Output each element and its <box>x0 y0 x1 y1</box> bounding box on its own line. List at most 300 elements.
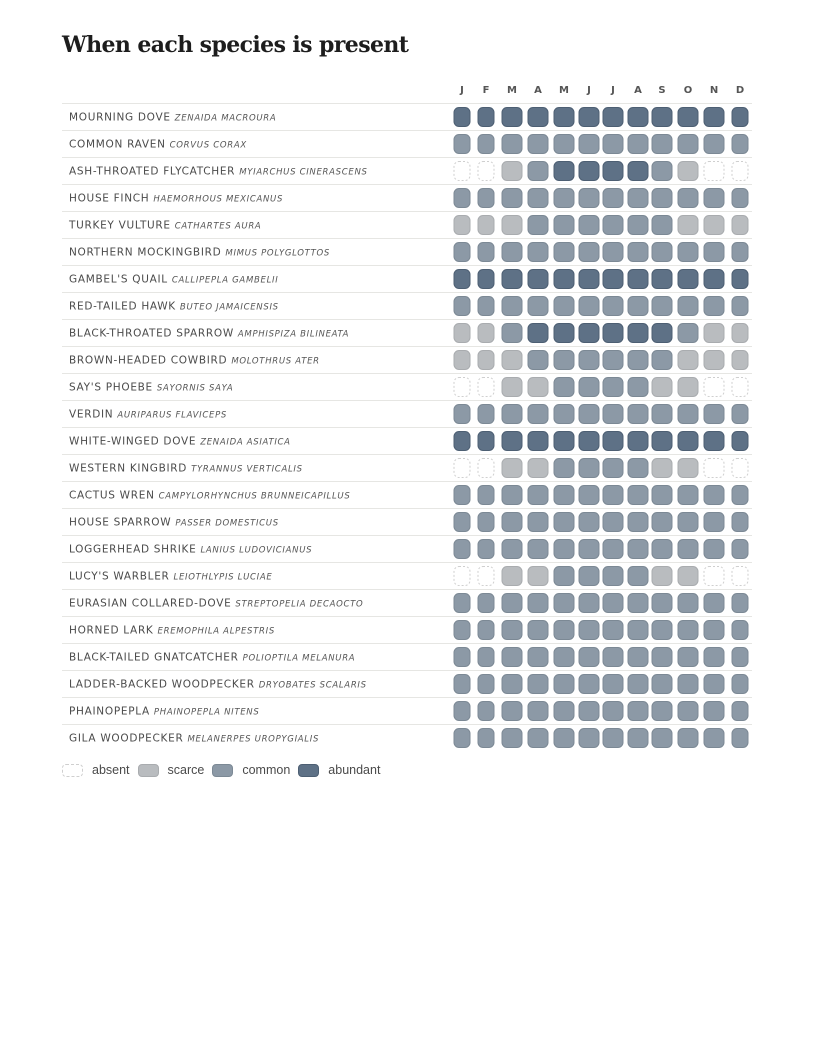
species-scientific-name: BUTEO JAMAICENSIS <box>179 302 279 313</box>
presence-cell-abundant <box>579 270 599 289</box>
presence-cell-abundant <box>603 270 623 289</box>
presence-cell-absent <box>704 459 724 478</box>
presence-cell-common <box>603 243 623 262</box>
presence-cell-common <box>579 675 599 694</box>
presence-cell-common <box>579 729 599 748</box>
presence-cell-common <box>528 297 548 316</box>
presence-cell-common <box>732 243 748 262</box>
presence-cell-common <box>454 702 470 721</box>
species-label <box>68 220 261 232</box>
presence-cell-common <box>603 405 623 424</box>
presence-cell-scarce <box>704 216 724 235</box>
presence-cell-scarce <box>652 378 672 397</box>
presence-cell-common <box>704 135 724 154</box>
presence-cell-common <box>603 729 623 748</box>
species-common-name: LADDER-BACKED WOODPECKER <box>69 678 255 691</box>
presence-cell-common <box>678 189 698 208</box>
presence-cell-abundant <box>704 432 724 451</box>
presence-cell-common <box>454 243 470 262</box>
presence-cell-common <box>502 675 522 694</box>
presence-cell-common <box>554 729 574 748</box>
presence-cell-abundant <box>652 324 672 343</box>
presence-cell-abundant <box>628 162 648 181</box>
presence-cell-common <box>528 729 548 748</box>
species-scientific-name: STREPTOPELIA DECAOCTO <box>235 599 364 610</box>
presence-cell-common <box>678 243 698 262</box>
presence-cell-abundant <box>652 108 672 127</box>
species-label <box>69 598 363 610</box>
species-common-name: RED-TAILED HAWK <box>69 300 176 313</box>
presence-cell-common <box>678 405 698 424</box>
species-label <box>69 166 368 178</box>
presence-cell-abundant <box>603 108 623 127</box>
legend-swatch <box>212 764 233 777</box>
presence-cell-common <box>554 513 574 532</box>
presence-cell-absent <box>732 567 748 586</box>
presence-cell-common <box>478 486 494 505</box>
species-label <box>69 247 330 259</box>
species-scientific-name: AMPHISPIZA BILINEATA <box>237 329 350 340</box>
presence-cell-common <box>528 243 548 262</box>
presence-cell-common <box>678 513 698 532</box>
presence-cell-common <box>502 486 522 505</box>
species-label <box>69 625 275 637</box>
presence-cell-abundant <box>628 270 648 289</box>
presence-cell-common <box>732 594 748 613</box>
presence-cell-common <box>732 540 748 559</box>
presence-cell-common <box>478 621 494 640</box>
presence-cell-absent <box>704 567 724 586</box>
species-scientific-name: CATHARTES AURA <box>174 221 262 232</box>
presence-cell-absent <box>478 378 494 397</box>
presence-cell-abundant <box>478 432 494 451</box>
species-label <box>69 382 233 394</box>
presence-cell-abundant <box>652 270 672 289</box>
presence-cell-common <box>579 405 599 424</box>
presence-cell-abundant <box>652 432 672 451</box>
species-common-name: PHAINOPEPLA <box>69 705 150 718</box>
presence-cell-absent <box>454 162 470 181</box>
presence-cell-abundant <box>554 108 574 127</box>
presence-cell-common <box>628 243 648 262</box>
species-label <box>69 706 259 718</box>
species-label <box>69 490 350 502</box>
presence-cell-scarce <box>502 216 522 235</box>
presence-cell-common <box>454 297 470 316</box>
legend-item-abundant <box>298 763 380 777</box>
presence-cell-common <box>554 216 574 235</box>
presence-cell-common <box>628 216 648 235</box>
presence-cell-scarce <box>678 162 698 181</box>
presence-cell-common <box>502 189 522 208</box>
species-common-name: LUCY'S WARBLER <box>69 570 170 583</box>
presence-cell-common <box>579 621 599 640</box>
presence-cell-common <box>554 297 574 316</box>
presence-cell-common <box>554 351 574 370</box>
presence-cell-scarce <box>652 459 672 478</box>
species-label <box>69 571 272 583</box>
presence-cell-common <box>528 675 548 694</box>
presence-cell-common <box>502 729 522 748</box>
presence-cell-scarce <box>502 378 522 397</box>
presence-cell-scarce <box>652 567 672 586</box>
species-scientific-name: ZENAIDA ASIATICA <box>200 437 291 448</box>
presence-cell-common <box>579 135 599 154</box>
presence-cell-scarce <box>678 459 698 478</box>
species-scientific-name: CAMPYLORHYNCHUS BRUNNEICAPILLUS <box>158 491 351 502</box>
presence-cell-common <box>603 216 623 235</box>
presence-cell-scarce <box>678 378 698 397</box>
species-label <box>69 652 355 664</box>
presence-cell-common <box>603 513 623 532</box>
legend-item-common <box>212 763 290 777</box>
presence-cell-common <box>603 648 623 667</box>
presence-cell-common <box>478 405 494 424</box>
presence-cell-common <box>603 135 623 154</box>
presence-cell-abundant <box>454 432 470 451</box>
presence-cell-common <box>603 189 623 208</box>
species-label <box>69 544 312 556</box>
page-title: When each species is present <box>62 32 409 58</box>
presence-cell-abundant <box>502 270 522 289</box>
species-scientific-name: SAYORNIS SAYA <box>156 383 234 394</box>
presence-cell-common <box>454 540 470 559</box>
presence-cell-common <box>652 540 672 559</box>
presence-cell-common <box>704 675 724 694</box>
species-scientific-name: CALLIPEPLA GAMBELII <box>171 275 279 286</box>
species-common-name: CACTUS WREN <box>69 489 155 502</box>
presence-cell-common <box>603 459 623 478</box>
presence-cell-common <box>554 378 574 397</box>
presence-cell-common <box>678 702 698 721</box>
presence-cell-absent <box>478 459 494 478</box>
presence-cell-common <box>732 405 748 424</box>
month-label: J <box>587 85 591 96</box>
presence-cell-common <box>704 621 724 640</box>
month-label: O <box>683 85 693 96</box>
presence-cell-scarce <box>528 378 548 397</box>
presence-cell-abundant <box>502 108 522 127</box>
presence-cell-common <box>554 189 574 208</box>
presence-cell-common <box>603 675 623 694</box>
presence-cell-common <box>678 648 698 667</box>
presence-cell-common <box>579 243 599 262</box>
species-scientific-name: MOLOTHRUS ATER <box>231 356 320 367</box>
presence-cell-common <box>579 540 599 559</box>
species-label <box>69 517 279 529</box>
presence-cell-common <box>502 594 522 613</box>
presence-cell-scarce <box>454 351 470 370</box>
species-scientific-name: PASSER DOMESTICUS <box>175 518 279 529</box>
presence-cell-common <box>554 540 574 559</box>
presence-cell-scarce <box>732 324 748 343</box>
presence-cell-common <box>704 297 724 316</box>
presence-cell-common <box>652 135 672 154</box>
presence-cell-common <box>454 621 470 640</box>
presence-cell-scarce <box>502 567 522 586</box>
presence-cell-absent <box>478 162 494 181</box>
presence-cell-common <box>678 621 698 640</box>
legend-label: abundant <box>328 763 381 777</box>
presence-cell-common <box>454 513 470 532</box>
presence-cell-abundant <box>579 108 599 127</box>
presence-cell-common <box>678 324 698 343</box>
presence-cell-common <box>454 675 470 694</box>
presence-cell-common <box>704 189 724 208</box>
presence-cell-common <box>454 405 470 424</box>
species-scientific-name: LANIUS LUDOVICIANUS <box>200 545 313 556</box>
species-common-name: BLACK-TAILED GNATCATCHER <box>69 651 239 664</box>
species-label <box>69 193 283 205</box>
species-common-name: HOUSE FINCH <box>69 192 150 205</box>
species-label <box>69 733 319 745</box>
presence-cell-abundant <box>603 432 623 451</box>
presence-cell-abundant <box>478 270 494 289</box>
month-label: M <box>559 85 569 96</box>
presence-cell-common <box>652 729 672 748</box>
presence-cell-abundant <box>579 324 599 343</box>
presence-cell-common <box>579 486 599 505</box>
presence-cell-abundant <box>579 162 599 181</box>
species-common-name: GILA WOODPECKER <box>69 732 184 745</box>
presence-cell-common <box>704 405 724 424</box>
species-label <box>69 679 367 691</box>
presence-cell-absent <box>732 378 748 397</box>
presence-cell-absent <box>454 567 470 586</box>
presence-cell-common <box>628 513 648 532</box>
presence-cell-common <box>478 189 494 208</box>
presence-cell-abundant <box>628 324 648 343</box>
species-common-name: TURKEY VULTURE <box>69 219 171 232</box>
presence-cell-common <box>652 486 672 505</box>
species-common-name: NORTHERN MOCKINGBIRD <box>69 246 222 259</box>
presence-cell-common <box>528 216 548 235</box>
presence-cell-scarce <box>528 459 548 478</box>
presence-cell-common <box>732 675 748 694</box>
presence-cell-absent <box>732 162 748 181</box>
species-common-name: VERDIN <box>69 408 114 421</box>
presence-cell-common <box>628 675 648 694</box>
presence-cell-abundant <box>628 108 648 127</box>
presence-cell-scarce <box>454 324 470 343</box>
presence-cell-absent <box>454 378 470 397</box>
presence-cell-common <box>478 702 494 721</box>
species-common-name: GAMBEL'S QUAIL <box>69 273 168 286</box>
presence-cell-common <box>502 243 522 262</box>
presence-cell-common <box>628 567 648 586</box>
presence-cell-common <box>478 594 494 613</box>
presence-cell-common <box>478 648 494 667</box>
presence-cell-common <box>528 540 548 559</box>
presence-cell-common <box>732 189 748 208</box>
presence-cell-common <box>528 594 548 613</box>
presence-cell-common <box>554 702 574 721</box>
month-label: J <box>460 85 464 96</box>
presence-cell-abundant <box>678 432 698 451</box>
presence-cell-common <box>628 405 648 424</box>
presence-cell-common <box>704 729 724 748</box>
species-scientific-name: HAEMORHOUS MEXICANUS <box>153 194 284 205</box>
presence-cell-scarce <box>732 351 748 370</box>
species-common-name: WHITE-WINGED DOVE <box>69 435 197 448</box>
species-common-name: EURASIAN COLLARED-DOVE <box>69 597 232 610</box>
species-label <box>69 436 291 448</box>
presence-cell-common <box>628 189 648 208</box>
presence-cell-common <box>652 648 672 667</box>
presence-cell-common <box>652 405 672 424</box>
presence-cell-common <box>628 594 648 613</box>
presence-cell-common <box>652 702 672 721</box>
presence-cell-common <box>579 648 599 667</box>
presence-cell-common <box>603 540 623 559</box>
presence-cell-common <box>478 729 494 748</box>
presence-cell-common <box>678 486 698 505</box>
presence-cell-scarce <box>478 351 494 370</box>
month-label: F <box>482 85 490 96</box>
presence-cell-common <box>678 675 698 694</box>
species-label <box>69 112 276 124</box>
presence-cell-common <box>704 702 724 721</box>
presence-cell-abundant <box>732 108 748 127</box>
presence-cell-scarce <box>678 351 698 370</box>
presence-cell-common <box>732 729 748 748</box>
presence-cell-common <box>732 648 748 667</box>
presence-cell-scarce <box>502 162 522 181</box>
presence-cell-abundant <box>554 324 574 343</box>
presence-cell-scarce <box>478 216 494 235</box>
presence-cell-abundant <box>528 324 548 343</box>
presence-cell-scarce <box>502 459 522 478</box>
presence-cell-common <box>554 405 574 424</box>
species-scientific-name: POLIOPTILA MELANURA <box>242 653 356 664</box>
presence-cell-abundant <box>628 432 648 451</box>
legend-swatch <box>298 764 319 777</box>
presence-cell-abundant <box>528 108 548 127</box>
presence-cell-abundant <box>554 432 574 451</box>
species-common-name: SAY'S PHOEBE <box>69 381 153 394</box>
presence-cell-common <box>454 189 470 208</box>
species-common-name: WESTERN KINGBIRD <box>69 462 188 475</box>
presence-cell-common <box>528 702 548 721</box>
presence-cell-scarce <box>704 351 724 370</box>
presence-cell-common <box>652 675 672 694</box>
presence-cell-common <box>652 351 672 370</box>
presence-cell-abundant <box>579 432 599 451</box>
presence-cell-common <box>704 243 724 262</box>
presence-cell-common <box>652 594 672 613</box>
presence-cell-common <box>579 351 599 370</box>
presence-cell-common <box>528 162 548 181</box>
presence-cell-absent <box>704 378 724 397</box>
presence-cell-common <box>502 405 522 424</box>
presence-cell-common <box>528 648 548 667</box>
presence-cell-absent <box>704 162 724 181</box>
presence-cell-common <box>554 135 574 154</box>
presence-cell-common <box>704 513 724 532</box>
presence-cell-common <box>554 621 574 640</box>
presence-cell-common <box>554 594 574 613</box>
presence-cell-abundant <box>603 324 623 343</box>
presence-cell-common <box>528 405 548 424</box>
presence-cell-scarce <box>732 216 748 235</box>
legend <box>62 763 388 777</box>
presence-cell-common <box>652 189 672 208</box>
species-label <box>69 463 303 475</box>
presence-cell-abundant <box>554 270 574 289</box>
presence-cell-common <box>502 702 522 721</box>
presence-cell-common <box>579 459 599 478</box>
presence-cell-common <box>628 459 648 478</box>
presence-cell-common <box>454 486 470 505</box>
species-common-name: HORNED LARK <box>69 624 154 637</box>
presence-cell-absent <box>454 459 470 478</box>
presence-cell-common <box>603 351 623 370</box>
presence-cell-common <box>732 513 748 532</box>
presence-cell-scarce <box>454 216 470 235</box>
presence-cell-absent <box>732 459 748 478</box>
species-scientific-name: MELANERPES UROPYGIALIS <box>187 734 320 745</box>
presence-cell-common <box>678 594 698 613</box>
presence-cell-common <box>628 351 648 370</box>
presence-cell-abundant <box>554 162 574 181</box>
presence-cell-common <box>502 324 522 343</box>
presence-cell-common <box>478 243 494 262</box>
presence-cell-common <box>704 594 724 613</box>
presence-cell-common <box>502 297 522 316</box>
presence-cell-common <box>603 594 623 613</box>
presence-cell-common <box>652 513 672 532</box>
presence-cell-abundant <box>704 108 724 127</box>
presence-cell-scarce <box>678 216 698 235</box>
presence-cell-abundant <box>528 270 548 289</box>
presence-cell-abundant <box>454 108 470 127</box>
presence-cell-common <box>579 567 599 586</box>
presence-cell-abundant <box>603 162 623 181</box>
month-label: J <box>611 85 615 96</box>
presence-cell-common <box>628 540 648 559</box>
presence-cell-common <box>628 297 648 316</box>
presence-cell-common <box>502 135 522 154</box>
species-common-name: MOURNING DOVE <box>69 111 171 124</box>
species-label <box>69 355 320 367</box>
species-scientific-name: EREMOPHILA ALPESTRIS <box>157 626 275 637</box>
presence-cell-common <box>628 702 648 721</box>
presence-cell-common <box>579 216 599 235</box>
species-scientific-name: PHAINOPEPLA NITENS <box>153 707 260 718</box>
presence-cell-common <box>628 486 648 505</box>
presence-cell-common <box>628 378 648 397</box>
presence-cell-common <box>454 135 470 154</box>
legend-swatch <box>138 764 159 777</box>
presence-cell-common <box>478 135 494 154</box>
presence-cell-common <box>579 513 599 532</box>
presence-cell-common <box>478 675 494 694</box>
presence-cell-common <box>628 621 648 640</box>
presence-cell-abundant <box>678 108 698 127</box>
month-label: N <box>709 85 719 96</box>
presence-cell-common <box>528 513 548 532</box>
presence-cell-common <box>478 540 494 559</box>
presence-cell-abundant <box>732 270 748 289</box>
presence-cell-common <box>628 648 648 667</box>
presence-cell-common <box>603 486 623 505</box>
presence-cell-common <box>603 297 623 316</box>
species-label <box>69 274 278 286</box>
presence-cell-common <box>732 135 748 154</box>
legend-label: scarce <box>167 763 205 777</box>
presence-cell-common <box>502 648 522 667</box>
presence-cell-common <box>652 297 672 316</box>
